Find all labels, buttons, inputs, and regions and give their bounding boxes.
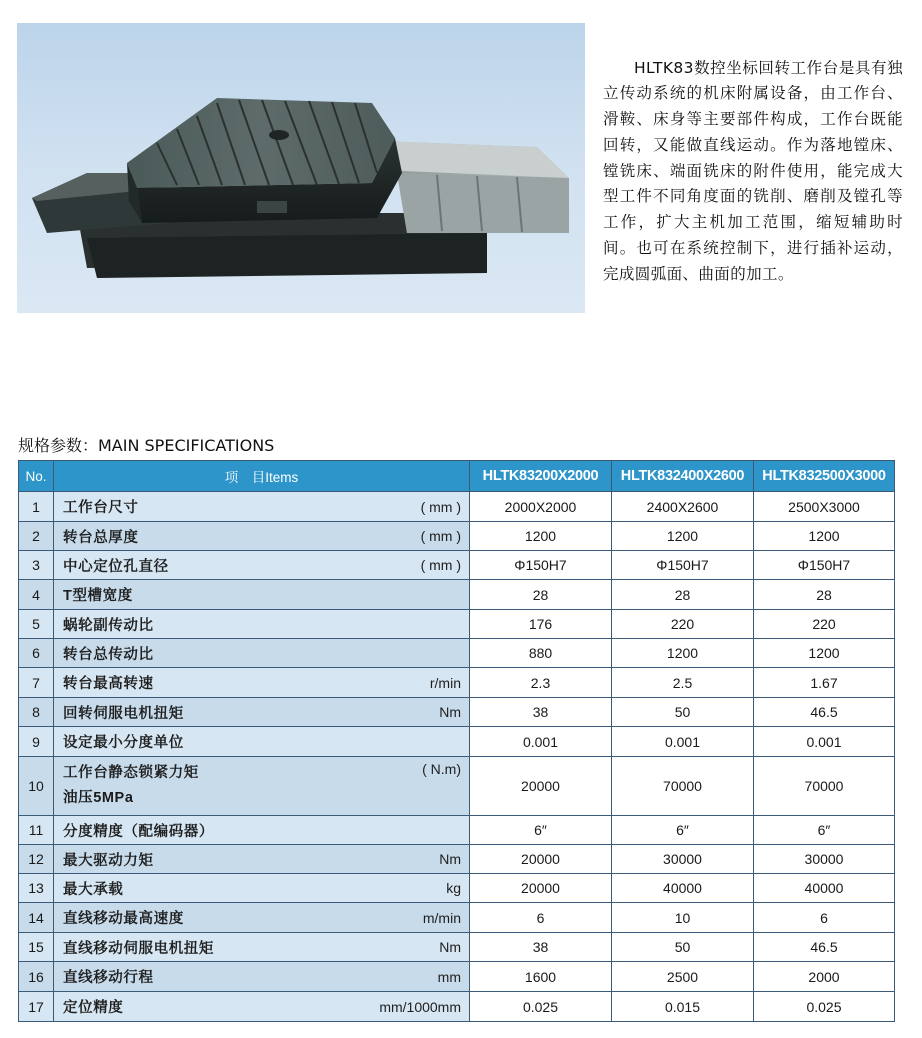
value-cell-model-1: 2.3 xyxy=(470,668,612,698)
item-unit: mm/1000mm xyxy=(379,998,461,1015)
row-item xyxy=(54,992,470,1022)
value-cell-model-3: 6″ xyxy=(754,816,895,845)
value-cell-model-1: 1600 xyxy=(470,962,612,992)
value-cell-model-1: 1200 xyxy=(470,522,612,551)
row-item xyxy=(54,933,470,962)
value-cell-model-3: 0.025 xyxy=(754,992,895,1022)
row-item xyxy=(54,727,470,757)
value-cell-model-1: 176 xyxy=(470,610,612,639)
table-row xyxy=(19,727,895,757)
row-number: 2 xyxy=(19,522,54,551)
value-cell-model-2: 2400X2600 xyxy=(612,492,754,522)
value-cell-model-2: 50 xyxy=(612,933,754,962)
value-cell-model-2: 30000 xyxy=(612,845,754,874)
item-name: 最大承载 xyxy=(63,881,124,898)
item-name: 定位精度 xyxy=(63,1000,124,1016)
value-cell-model-1: 880 xyxy=(470,639,612,668)
row-number: 16 xyxy=(19,962,54,992)
row-item xyxy=(54,845,470,874)
row-number: 12 xyxy=(19,845,54,874)
product-photo xyxy=(17,23,585,313)
table-row xyxy=(19,551,895,580)
value-cell-model-3: 1.67 xyxy=(754,668,895,698)
value-cell-model-2: 6″ xyxy=(612,816,754,845)
row-number: 1 xyxy=(19,492,54,522)
row-number: 7 xyxy=(19,668,54,698)
value-cell-model-3: 2500X3000 xyxy=(754,492,895,522)
row-item xyxy=(54,903,470,933)
row-item xyxy=(54,522,470,551)
row-item xyxy=(54,816,470,845)
value-cell-model-1: 20000 xyxy=(470,845,612,874)
item-unit: ( mm ) xyxy=(420,557,461,573)
row-number: 17 xyxy=(19,992,54,1022)
value-cell-model-1: 38 xyxy=(470,698,612,727)
header-model-3: HLTK832500X3000 xyxy=(754,461,895,492)
table-row xyxy=(19,903,895,933)
header-model-1: HLTK83200X2000 xyxy=(470,461,612,492)
table-row xyxy=(19,610,895,639)
value-cell-model-3: 6 xyxy=(754,903,895,933)
value-cell-model-2: 2.5 xyxy=(612,668,754,698)
specs-body xyxy=(19,492,895,1022)
row-item xyxy=(54,580,470,610)
item-unit: ( N.m) xyxy=(422,761,461,777)
item-name: 最大驱动力矩 xyxy=(63,852,154,869)
table-row xyxy=(19,962,895,992)
value-cell-model-2: 70000 xyxy=(612,757,754,816)
row-item xyxy=(54,551,470,580)
value-cell-model-1: 38 xyxy=(470,933,612,962)
header-model-2: HLTK832400X2600 xyxy=(612,461,754,492)
item-name: 设定最小分度单位 xyxy=(63,735,184,751)
value-cell-model-1: 20000 xyxy=(470,874,612,903)
item-name: 转台最高转速 xyxy=(63,676,154,692)
table-row xyxy=(19,845,895,874)
row-number: 8 xyxy=(19,698,54,727)
item-unit: kg xyxy=(446,880,461,896)
value-cell-model-1: 28 xyxy=(470,580,612,610)
table-row xyxy=(19,933,895,962)
value-cell-model-1: 2000X2000 xyxy=(470,492,612,522)
item-unit: Nm xyxy=(439,851,461,867)
item-name: 分度精度（配编码器） xyxy=(63,823,214,840)
row-number: 9 xyxy=(19,727,54,757)
item-unit: m/min xyxy=(422,909,461,926)
value-cell-model-2: 50 xyxy=(612,698,754,727)
value-cell-model-3: 1200 xyxy=(754,522,895,551)
value-cell-model-1: Φ150H7 xyxy=(470,551,612,580)
row-item xyxy=(54,874,470,903)
value-cell-model-2: 0.015 xyxy=(612,992,754,1022)
item-name: 转台总厚度 xyxy=(63,529,139,546)
value-cell-model-2: 0.001 xyxy=(612,727,754,757)
value-cell-model-3: 70000 xyxy=(754,757,895,816)
row-item xyxy=(54,962,470,992)
table-row xyxy=(19,874,895,903)
item-name: 直线移动行程 xyxy=(63,970,154,986)
value-cell-model-2: 2500 xyxy=(612,962,754,992)
value-cell-model-3: 46.5 xyxy=(754,933,895,962)
table-row xyxy=(19,698,895,727)
row-number: 11 xyxy=(19,816,54,845)
row-item xyxy=(54,668,470,698)
item-name: 直线移动最高速度 xyxy=(63,911,184,927)
row-item xyxy=(54,610,470,639)
value-cell-model-2: 220 xyxy=(612,610,754,639)
value-cell-model-2: 1200 xyxy=(612,522,754,551)
item-subtitle: 油压5MPa xyxy=(63,790,134,806)
value-cell-model-2: Φ150H7 xyxy=(612,551,754,580)
row-number: 5 xyxy=(19,610,54,639)
table-row xyxy=(19,522,895,551)
table-row xyxy=(19,816,895,845)
row-number: 10 xyxy=(19,757,54,816)
item-unit: ( mm ) xyxy=(420,498,461,515)
value-cell-model-2: 28 xyxy=(612,580,754,610)
row-item xyxy=(54,698,470,727)
value-cell-model-3: Φ150H7 xyxy=(754,551,895,580)
specs-title: 规格参数：MAIN SPECIFICATIONS xyxy=(18,436,275,455)
item-unit: Nm xyxy=(439,704,461,720)
value-cell-model-1: 6 xyxy=(470,903,612,933)
item-unit: r/min xyxy=(429,674,461,691)
value-cell-model-3: 30000 xyxy=(754,845,895,874)
value-cell-model-3: 46.5 xyxy=(754,698,895,727)
value-cell-model-1: 0.001 xyxy=(470,727,612,757)
value-cell-model-1: 6″ xyxy=(470,816,612,845)
row-number: 15 xyxy=(19,933,54,962)
item-name: 中心定位孔直径 xyxy=(63,558,169,575)
row-number: 14 xyxy=(19,903,54,933)
item-unit: Nm xyxy=(439,939,461,955)
row-number: 4 xyxy=(19,580,54,610)
table-row xyxy=(19,757,895,816)
specs-header-row xyxy=(19,461,895,492)
item-name: 回转伺服电机扭矩 xyxy=(63,705,184,722)
row-item xyxy=(54,757,470,816)
row-number: 13 xyxy=(19,874,54,903)
rotary-table-illustration xyxy=(17,23,585,313)
value-cell-model-3: 2000 xyxy=(754,962,895,992)
value-cell-model-3: 1200 xyxy=(754,639,895,668)
table-row xyxy=(19,492,895,522)
product-description: HLTK83数控坐标回转工作台是具有独立传动系统的机床附属设备，由工作台、滑鞍、床身等主要部件构成，工作台既能回转，又能做直线运动。作为落地镗床、镗铣床、端面铣床的附件使用，能完成大型工件不同角度面的铣削、磨削及镗孔等工作，扩大主机加工范围，缩短辅助时间。也可在系统控制下，进行插补运动，完成圆弧面、曲面的加工。 xyxy=(603,58,903,283)
value-cell-model-3: 28 xyxy=(754,580,895,610)
value-cell-model-3: 0.001 xyxy=(754,727,895,757)
row-item xyxy=(54,492,470,522)
header-no: No. xyxy=(19,461,54,492)
item-unit: mm xyxy=(437,968,461,985)
value-cell-model-1: 20000 xyxy=(470,757,612,816)
row-number: 3 xyxy=(19,551,54,580)
value-cell-model-2: 1200 xyxy=(612,639,754,668)
item-name: 工作台静态锁紧力矩 xyxy=(63,765,199,781)
item-name: 蜗轮副传动比 xyxy=(63,617,154,634)
item-name: 转台总传动比 xyxy=(63,646,154,663)
table-row xyxy=(19,580,895,610)
header-items: 项 目Items xyxy=(54,461,470,492)
value-cell-model-2: 10 xyxy=(612,903,754,933)
table-row xyxy=(19,639,895,668)
value-cell-model-1: 0.025 xyxy=(470,992,612,1022)
row-number: 6 xyxy=(19,639,54,668)
value-cell-model-3: 220 xyxy=(754,610,895,639)
table-row xyxy=(19,668,895,698)
table-row xyxy=(19,992,895,1022)
item-unit: ( mm ) xyxy=(420,528,461,544)
row-item xyxy=(54,639,470,668)
value-cell-model-2: 40000 xyxy=(612,874,754,903)
item-name: T型槽宽度 xyxy=(63,588,133,604)
value-cell-model-3: 40000 xyxy=(754,874,895,903)
specs-table xyxy=(18,460,895,1022)
item-name: 直线移动伺服电机扭矩 xyxy=(63,940,214,957)
item-name: 工作台尺寸 xyxy=(63,500,139,516)
